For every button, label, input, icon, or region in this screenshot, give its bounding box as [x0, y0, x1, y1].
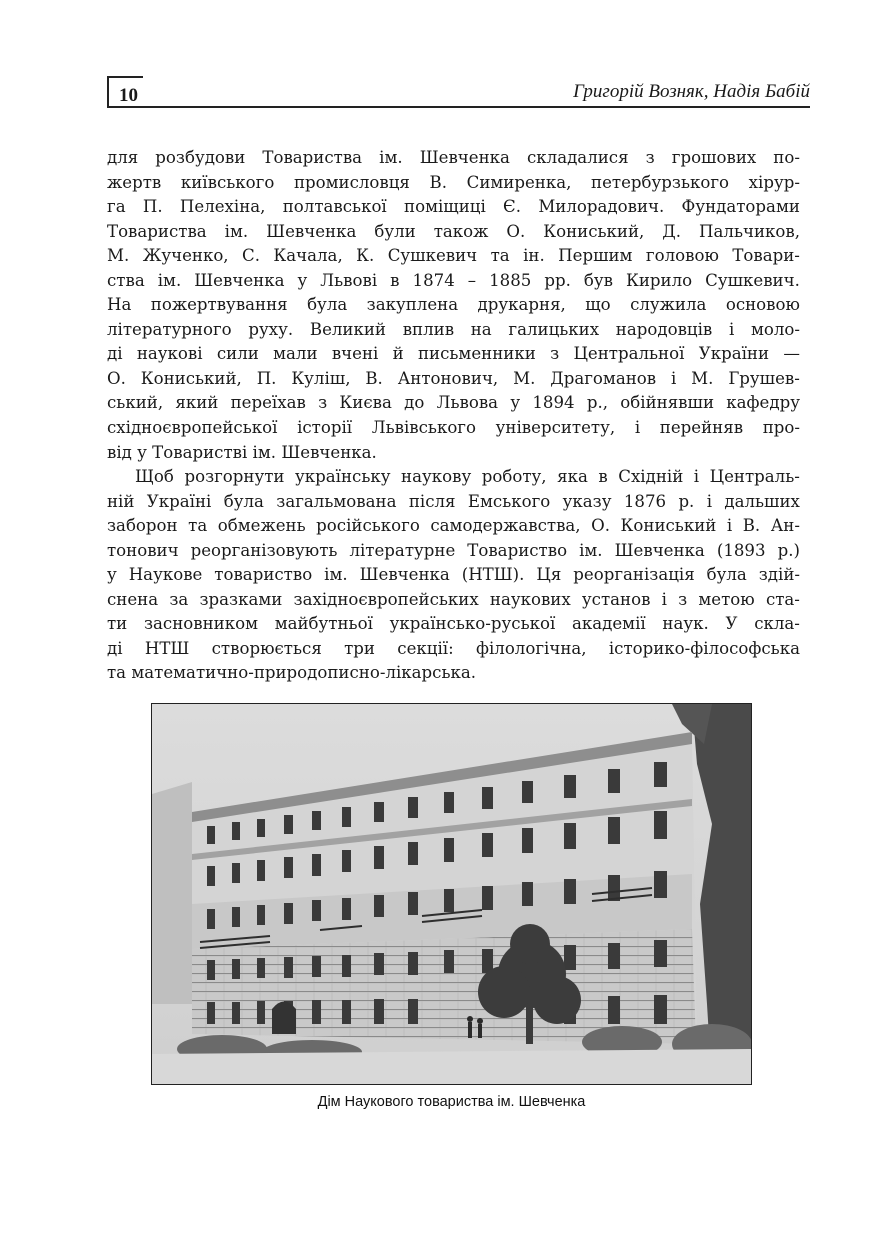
- text-line: тонович реорганізовують літературне Товариство ім. Шевченка (1893 р.): [107, 540, 800, 560]
- text-line: О. Кониський, П. Куліш, В. Антонович, М. Драгоманов і М. Грушев-: [107, 368, 800, 388]
- text-line: ти засновником майбутньої українсько-руської академії наук. У скла-: [107, 614, 800, 634]
- text-line: ній Україні була загальмована після Емського указу 1876 р. і дальших: [107, 491, 800, 511]
- building-photo: [151, 703, 752, 1085]
- running-head: Григорій Возняк, Надія Бабій: [573, 81, 810, 102]
- text-line: На пожертвування була закуплена друкарня, що служила основою: [107, 295, 800, 315]
- text-line: га П. Пелехіна, полтавської поміщиці Є. Милорадович. Фундаторами: [107, 197, 800, 217]
- text-line: східноєвропейської історії Львівського університету, і перейняв про-: [107, 418, 800, 438]
- text-line: Товариства ім. Шевченка були також О. Кониський, Д. Пальчиков,: [107, 221, 800, 241]
- text-line: та математично-природописно-лікарська.: [107, 663, 477, 683]
- text-line: ства ім. Шевченка у Львові в 1874 – 1885 рр. був Кирило Сушкевич.: [107, 270, 800, 290]
- page-number: 10: [119, 85, 138, 106]
- text-line: М. Жученко, С. Качала, К. Сушкевич та ін. Першим головою Товари-: [107, 246, 800, 266]
- text-line: для розбудови Товариства ім. Шевченка складалися з грошових по-: [107, 148, 800, 167]
- text-line: у Наукове товариство ім. Шевченка (НТШ). Ця реорганізація була здій-: [107, 565, 800, 585]
- text-line: жертв київського промисловця В. Симиренка, петербурзького хірур-: [107, 172, 800, 192]
- body-text: [107, 146, 800, 686]
- text-line: Щоб розгорнути українську наукову роботу, яка в Східній і Централь-: [135, 467, 800, 487]
- page-number-box: [107, 76, 143, 108]
- text-line: від у Товаристві ім. Шевченка.: [107, 442, 377, 462]
- text-line: літературного руху. Великий вплив на галицьких народовців і моло-: [107, 319, 800, 339]
- text-line: заборон та обмежень російського самодержавства, О. Кониський і В. Ан-: [107, 516, 800, 536]
- text-line: снена за зразками західноєвропейських наукових установ і з метою ста-: [107, 589, 800, 609]
- text-line: ський, який переїхав з Києва до Львова у 1894 р., обійнявши кафедру: [107, 393, 800, 413]
- page-header: [107, 76, 810, 110]
- header-rule: [143, 106, 810, 108]
- building-photo-image: [152, 704, 752, 1085]
- figure-caption: Дім Наукового товариства ім. Шевченка: [317, 1094, 586, 1110]
- text-line: ді НТШ створюється три секції: філологічна, історико-філософська: [107, 638, 800, 658]
- text-line: ді наукові сили мали вчені й письменники з Центральної України —: [107, 344, 800, 364]
